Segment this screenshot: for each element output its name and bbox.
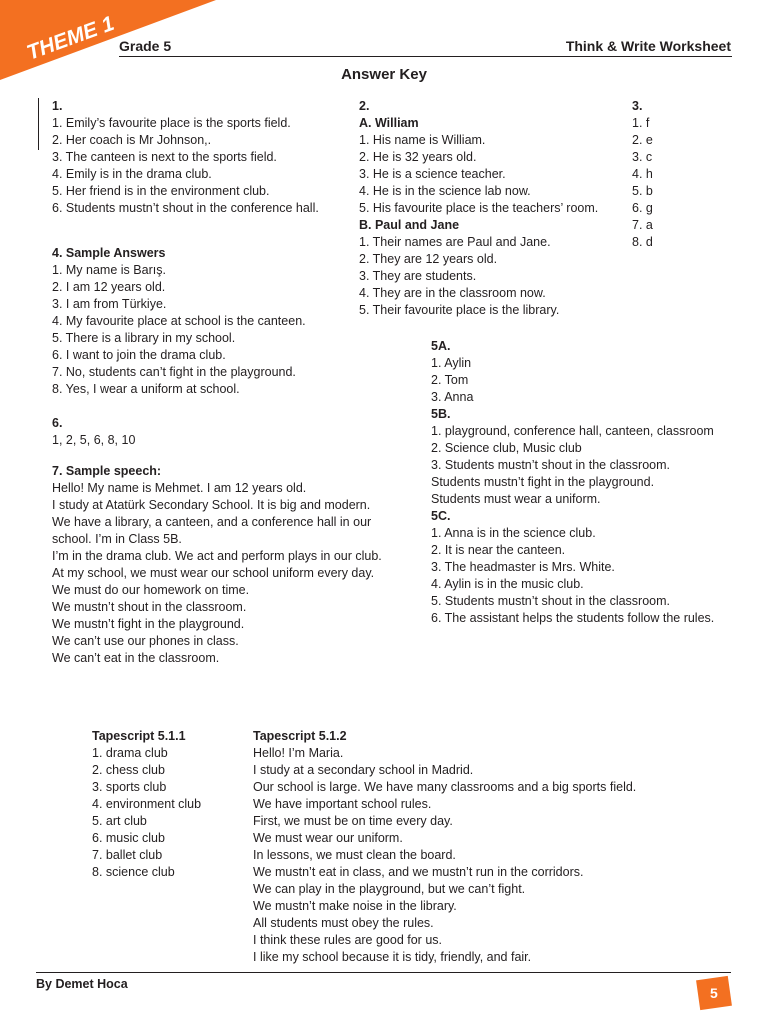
tapescript-line: I like my school because it is tidy, friendly, and fair. xyxy=(253,950,532,964)
page-title: Answer Key xyxy=(341,66,427,83)
tapescript-line: I study at a secondary school in Madrid. xyxy=(253,763,474,777)
answer-line: 1. Anna is in the science club. xyxy=(431,526,596,540)
tapescript-line: 8. science club xyxy=(92,865,175,879)
q6-heading: 6. xyxy=(52,416,63,430)
q1-heading: 1. xyxy=(52,99,63,113)
tapescript-line: All students must obey the rules. xyxy=(253,916,434,930)
tapescript-512 xyxy=(253,728,636,966)
tapescript-512-heading: Tapescript 5.1.2 xyxy=(253,729,347,743)
answer-line: 2. He is 32 years old. xyxy=(359,150,477,164)
tapescript-line: 6. music club xyxy=(92,831,165,845)
answer-line: 1. Their names are Paul and Jane. xyxy=(359,235,551,249)
speech-line: school. I’m in Class 5B. xyxy=(52,532,182,546)
speech-line: We mustn’t fight in the playground. xyxy=(52,617,245,631)
answer-line: 4. Aylin is in the music club. xyxy=(431,577,584,591)
q4-heading: 4. Sample Answers xyxy=(52,246,166,260)
speech-line: Hello! My name is Mehmet. I am 12 years old. xyxy=(52,481,307,495)
q5a-heading: 5A. xyxy=(431,339,451,353)
speech-line: We mustn’t shout in the classroom. xyxy=(52,600,247,614)
tapescript-line: 4. environment club xyxy=(92,797,202,811)
tapescript-line: First, we must be on time every day. xyxy=(253,814,453,828)
speech-line: I study at Atatürk Secondary School. It is big and modern. xyxy=(52,498,371,512)
q2-b-heading: B. Paul and Jane xyxy=(359,218,460,232)
answer-line: 3. The headmaster is Mrs. White. xyxy=(431,560,615,574)
tapescript-line: Hello! I’m Maria. xyxy=(253,746,344,760)
answer-line: 6. I want to join the drama club. xyxy=(52,348,226,362)
answer-line: 5. His favourite place is the teachers’ room. xyxy=(359,201,599,215)
tapescript-511-heading: Tapescript 5.1.1 xyxy=(92,729,186,743)
answer-line: 2. I am 12 years old. xyxy=(52,280,166,294)
answer-line: Students must wear a uniform. xyxy=(431,492,601,506)
answer-line: 4. Emily is in the drama club. xyxy=(52,167,212,181)
page-number: 5 xyxy=(710,985,718,1002)
answer-line: 3. c xyxy=(632,150,653,164)
question-6 xyxy=(52,415,135,449)
answer-line: 4. They are in the classroom now. xyxy=(359,286,546,300)
q7-heading: 7. Sample speech: xyxy=(52,464,162,478)
question-3 xyxy=(632,98,653,251)
margin-line xyxy=(38,98,39,150)
answer-line: 1. Aylin xyxy=(431,356,472,370)
answer-line: 3. He is a science teacher. xyxy=(359,167,506,181)
grade-label: Grade 5 xyxy=(119,38,172,54)
answer-line: 8. Yes, I wear a uniform at school. xyxy=(52,382,240,396)
question-5 xyxy=(431,338,714,627)
tapescript-line: 3. sports club xyxy=(92,780,167,794)
answer-line: 1. f xyxy=(632,116,650,130)
speech-line: We can’t eat in the classroom. xyxy=(52,651,220,665)
tapescript-line: 2. chess club xyxy=(92,763,165,777)
answer-line: 2. They are 12 years old. xyxy=(359,252,498,266)
tapescript-line: Our school is large. We have many classrooms and a big sports field. xyxy=(253,780,637,794)
answer-line: 4. h xyxy=(632,167,653,181)
tapescript-line: In lessons, we must clean the board. xyxy=(253,848,456,862)
answer-line: 2. Her coach is Mr Johnson,. xyxy=(52,133,212,147)
q5b-heading: 5B. xyxy=(431,407,451,421)
answer-line: Students mustn’t fight in the playground. xyxy=(431,475,655,489)
answer-line: 5. Her friend is in the environment club. xyxy=(52,184,270,198)
tapescript-line: We mustn’t eat in class, and we mustn’t run in the corridors. xyxy=(253,865,584,879)
tapescript-line: We can play in the playground, but we can’t fight. xyxy=(253,882,526,896)
answer-line: 8. d xyxy=(632,235,653,249)
tapescript-line: We have important school rules. xyxy=(253,797,432,811)
answer-line: 3. Students mustn’t shout in the classroom. xyxy=(431,458,671,472)
tapescript-line: 7. ballet club xyxy=(92,848,163,862)
answer-line: 5. There is a library in my school. xyxy=(52,331,236,345)
speech-line: We must do our homework on time. xyxy=(52,583,250,597)
answer-line: 2. Tom xyxy=(431,373,469,387)
question-4 xyxy=(52,245,306,398)
answer-line: 7. No, students can’t fight in the playground. xyxy=(52,365,296,379)
q3-heading: 3. xyxy=(632,99,643,113)
answer-line: 6. g xyxy=(632,201,653,215)
answer-line: 1. playground, conference hall, canteen, classroom xyxy=(431,424,714,438)
worksheet-title: Think & Write Worksheet xyxy=(565,38,731,54)
answer-line: 3. Anna xyxy=(431,390,474,404)
page-number-badge xyxy=(696,976,732,1010)
answer-line: 3. They are students. xyxy=(359,269,477,283)
answer-line: 2. Science club, Music club xyxy=(431,441,582,455)
answer-line: 5. Their favourite place is the library. xyxy=(359,303,560,317)
answer-line: 5. b xyxy=(632,184,653,198)
speech-line: We have a library, a canteen, and a conference hall in our xyxy=(52,515,372,529)
footer-rule xyxy=(36,972,731,973)
speech-line: I’m in the drama club. We act and perform plays in our club. xyxy=(52,549,382,563)
question-1 xyxy=(52,98,319,217)
answer-line: 6. The assistant helps the students follow the rules. xyxy=(431,611,715,625)
q5c-heading: 5C. xyxy=(431,509,451,523)
answer-line: 3. The canteen is next to the sports field. xyxy=(52,150,277,164)
answer-line: 7. a xyxy=(632,218,653,232)
speech-line: We can’t use our phones in class. xyxy=(52,634,239,648)
answer-line: 2. It is near the canteen. xyxy=(431,543,566,557)
header-rule xyxy=(119,56,732,57)
answer-line: 4. My favourite place at school is the canteen. xyxy=(52,314,306,328)
author-label: By Demet Hoca xyxy=(36,977,128,991)
question-7 xyxy=(52,463,382,667)
answer-line: 6. Students mustn’t shout in the conference hall. xyxy=(52,201,319,215)
theme-label: THEME 1 xyxy=(23,11,118,65)
tapescript-line: We must wear our uniform. xyxy=(253,831,403,845)
question-2 xyxy=(359,98,598,319)
tapescript-line: I think these rules are good for us. xyxy=(253,933,442,947)
q2-a-heading: A. William xyxy=(359,116,419,130)
answer-line: 5. Students mustn’t shout in the classroom. xyxy=(431,594,671,608)
tapescript-line: 5. art club xyxy=(92,814,147,828)
answer-line: 3. I am from Türkiye. xyxy=(52,297,167,311)
answer-line: 1. Emily’s favourite place is the sports field. xyxy=(52,116,291,130)
tapescript-line: 1. drama club xyxy=(92,746,168,760)
answer-line: 1. His name is William. xyxy=(359,133,486,147)
answer-line: 1. My name is Barış. xyxy=(52,263,166,277)
tapescript-line: We mustn’t make noise in the library. xyxy=(253,899,457,913)
q2-heading: 2. xyxy=(359,99,370,113)
answer-line: 4. He is in the science lab now. xyxy=(359,184,531,198)
speech-line: At my school, we must wear our school uniform every day. xyxy=(52,566,375,580)
answer-line: 1, 2, 5, 6, 8, 10 xyxy=(52,433,136,447)
answer-line: 2. e xyxy=(632,133,653,147)
tapescript-511 xyxy=(92,728,201,881)
